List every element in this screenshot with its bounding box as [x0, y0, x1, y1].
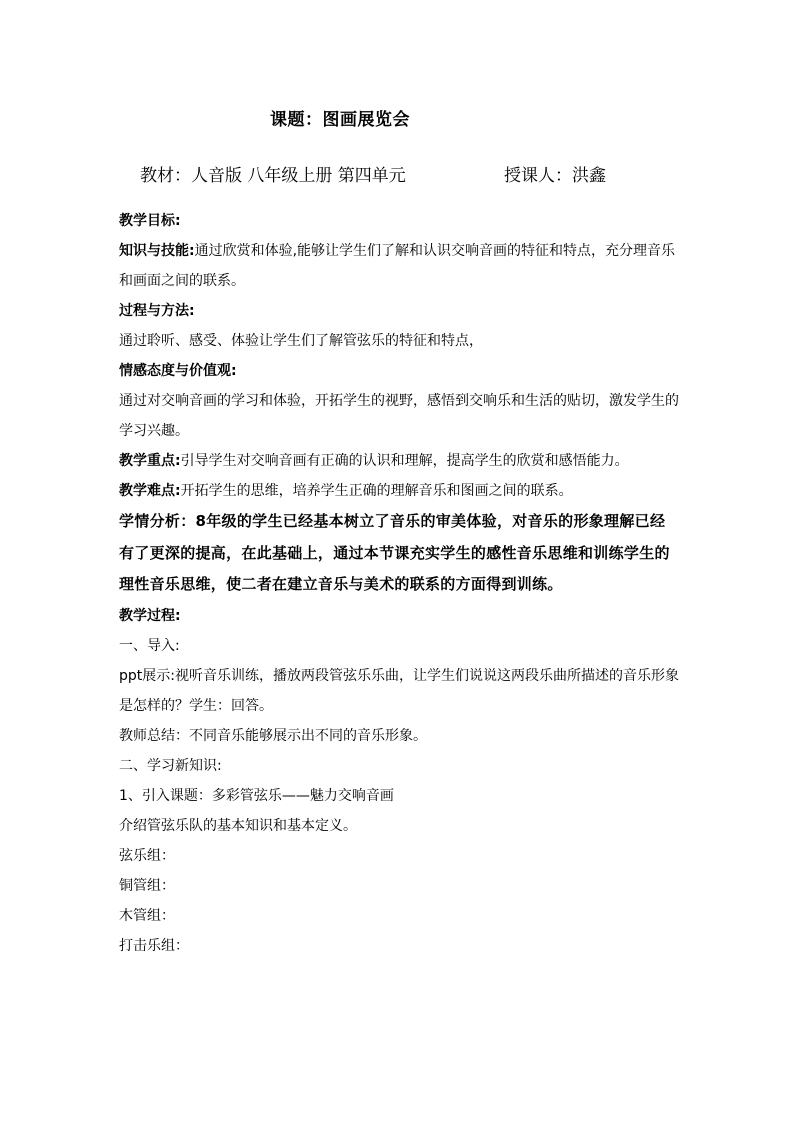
learning-analysis: 学情分析：8年级的学生已经基本树立了音乐的审美体验，对音乐的形象理解已经有了更深的提高，在此基础上，通过本节课充实学生的感性音乐思维和训练学生的理性音乐思维，使二者在建立音乐与美术的联系的方面得到训练。 [119, 512, 670, 593]
knowledge-skills [119, 236, 679, 296]
group-woodwind: 木管组： [119, 907, 175, 924]
difficulty-label: 教学难点: [119, 483, 181, 499]
orchestra-intro: 介绍管弦乐队的基本知识和基本定义。 [119, 817, 357, 834]
lesson-title: 课题：图画展览会 [270, 110, 410, 130]
teacher-summary: 教师总结：不同音乐能够展示出不同的音乐形象。 [119, 727, 427, 744]
intro-ppt: ppt展示:视听音乐训练，播放两段管弦乐乐曲，让学生们说说这两段乐曲所描述的音乐形象是怎样的？学生：回答。 [119, 667, 679, 714]
topic-intro: 1、引入课题：多彩管弦乐——魅力交响音画 [119, 787, 394, 804]
new-knowledge-heading: 二、学习新知识: [119, 757, 222, 774]
lesson-meta [140, 161, 606, 186]
process-method-text: 通过聆听、感受、体验让学生们了解管弦乐的特征和特点， [119, 333, 483, 349]
difficulty-text: 开拓学生的思维，培养学生正确的理解音乐和图画之间的联系。 [180, 483, 573, 499]
key-point-label: 教学重点: [119, 453, 181, 469]
intro-heading: 一、导入: [119, 637, 180, 654]
group-brass: 铜管组： [119, 877, 175, 894]
material-info: 教材：人音版 八年级上册 第四单元 [140, 166, 406, 186]
process-method-heading: 过程与方法: [119, 303, 195, 319]
goals-heading: 教学目标: [119, 213, 181, 229]
key-point-text: 引导学生对交响音画有正确的认识和理解，提高学生的欣赏和感悟能力。 [180, 453, 629, 469]
emotion-text: 通过对交响音画的学习和体验，开拓学生的视野，感悟到交响乐和生活的贴切，激发学生的学习兴趣。 [119, 393, 679, 439]
lesson-body [119, 206, 679, 961]
difficulty [119, 476, 679, 506]
teacher-info: 授课人：洪鑫 [504, 166, 606, 186]
emotion-heading: 情感态度与价值观: [119, 363, 237, 379]
key-point [119, 446, 679, 476]
group-percussion: 打击乐组： [119, 937, 189, 954]
process-heading: 教学过程: [119, 607, 181, 624]
knowledge-label: 知识与技能: [119, 243, 195, 259]
knowledge-text: 通过欣赏和体验,能够让学生们了解和认识交响音画的特征和特点，充分理音乐和画面之间的联系。 [119, 243, 676, 289]
group-strings: 弦乐组： [119, 847, 175, 864]
